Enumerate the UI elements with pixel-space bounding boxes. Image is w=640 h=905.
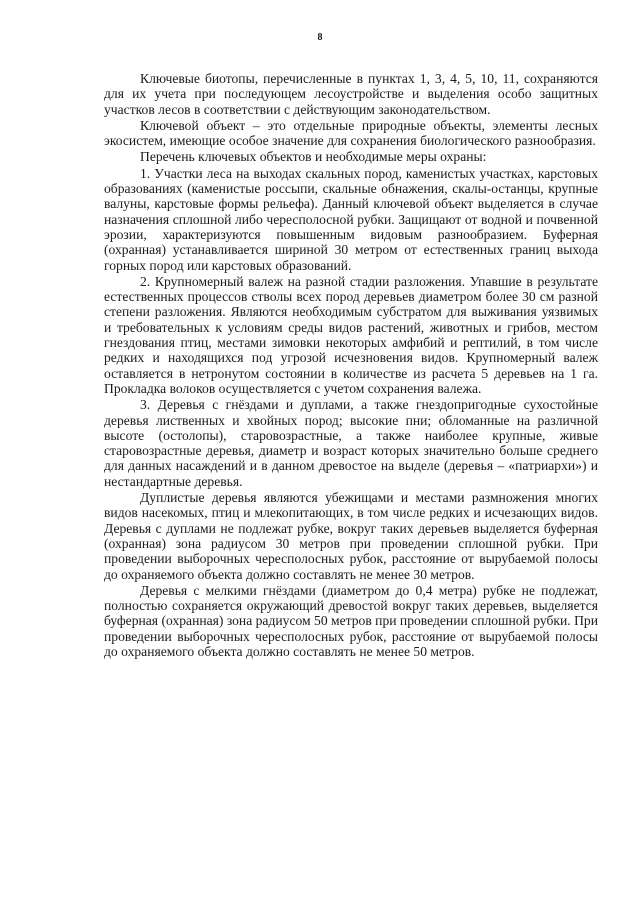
- paragraph-key-biotopes: Ключевые биотопы, перечисленные в пунктах 1, 3, 4, 5, 10, 11, сохраняются для их учета при последующем лесоустройстве и выделения особо защитных участков лесов в соответствии с действующим законодательством.: [104, 71, 598, 117]
- paragraph-item-2-large-deadwood: 2. Крупномерный валеж на разной стадии разложения. Упавшие в результате естественных процессов стволы всех пород деревьев диаметром более 30 см разной степени разложения. Являются необходимым субстратом для выживания уязвимых и требовательных к условиям среды видов растений, животных и грибов, местом гнездования птиц, местами зимовки некоторых амфибий и рептилий, в том числе редких и находящихся под угрозой исчезновения видов. Крупномерный валеж оставляется в нетронутом состоянии в количестве из расчета 5 деревьев на 1 га. Прокладка волоков осуществляется с учетом сохранения валежа.: [104, 273, 598, 396]
- document-body: [104, 71, 598, 659]
- paragraph-list-heading: Перечень ключевых объектов и необходимые меры охраны:: [140, 149, 487, 165]
- paragraph-item-3-nest-trees: 3. Деревья с гнёздами и дуплами, а также гнездопригодные сухостойные деревья лиственных и хвойных пород; высокие пни; обломанные на различной высоте (остолопы), старовозрастные, а также наиболее крупные, живые старовозрастные деревья, диаметр и возраст которых значительно больше среднего для данных насаждений и в данном древостое на выделе (деревья – «патриархи») и нестандартные деревья.: [104, 397, 598, 489]
- page-number: 8: [317, 32, 323, 43]
- paragraph-small-nest-trees: Деревья с мелкими гнёздами (диаметром до 0,4 метра) рубке не подлежат, полностью сохраняется окружающий древостой вокруг таких деревьев, выделяется буферная (охранная) зона радиусом 50 метров при проведении сплошной рубки. При проведении выборочных чересполосных рубок, расстояние от вырубаемой полосы до охраняемого объекта должно составлять не менее 50 метров.: [104, 582, 598, 659]
- paragraph-key-object-definition: Ключевой объект – это отдельные природные объекты, элементы лесных экосистем, имеющие особое значение для сохранения биологического разнообразия.: [104, 117, 598, 149]
- paragraph-hollow-trees: Дуплистые деревья являются убежищами и местами размножения многих видов насекомых, птиц и млекопитающих, в том числе редких и исчезающих видов. Деревья с дуплами не подлежат рубке, вокруг таких деревьев выделяется буферная (охранная) зона радиусом 30 метров при проведении сплошной рубки. При проведении выборочных чересполосных рубок, расстояние от вырубаемой полосы до охраняемого объекта должно составлять не менее 30 метров.: [104, 490, 598, 582]
- paragraph-item-1-rock-outcrops: 1. Участки леса на выходах скальных пород, каменистых участках, карстовых образованиях (каменистые россыпи, скальные обнажения, скалы-останцы, крупные валуны, карстовые формы рельефа). Данный ключевой объект выделяется в случае назначения сплошной либо чересполосной рубки. Защищают от водной и почвенной эрозии, характеризуются повышенным видовым разнообразием. Буферная (охранная) устанавливается шириной 30 метром от естественных границ выхода горных пород или карстовых образований.: [104, 165, 598, 273]
